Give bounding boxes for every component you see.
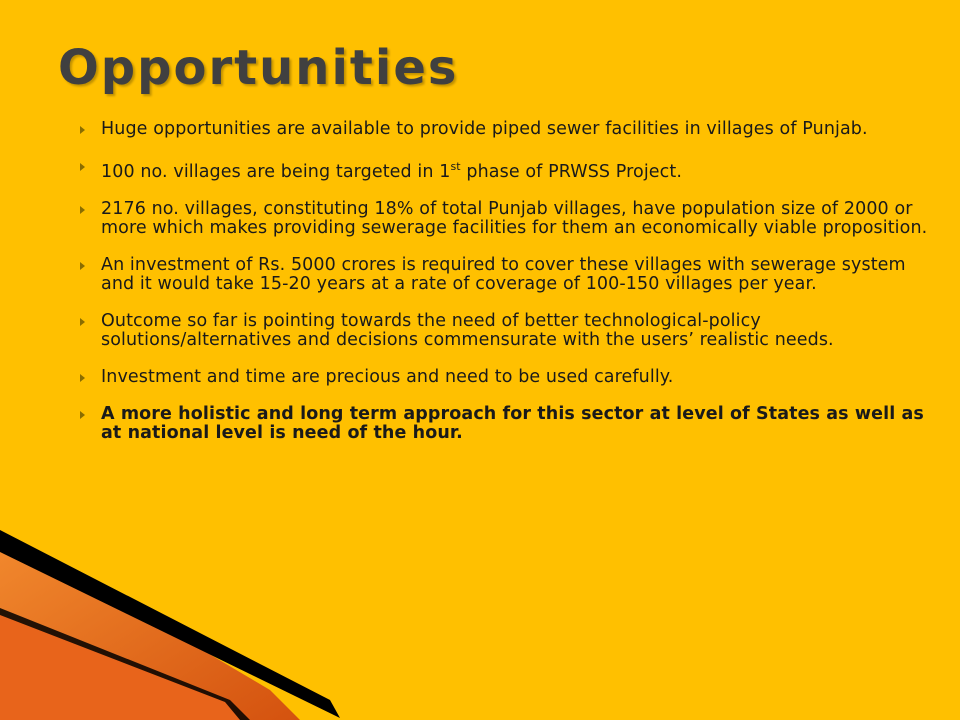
corner-orange-lower [0,615,240,720]
bullet-arrow-icon [80,206,85,214]
bullet-item [78,368,928,387]
bullet-text: A more holistic and long term approach for this sector at level of States as well as at national level is need of the hour. [101,403,924,443]
bullet-arrow-icon [80,163,85,171]
bullet-arrow-icon [80,126,85,134]
bullet-arrow-icon [80,318,85,326]
ordinal-superscript: st [450,160,461,173]
bullet-item [78,312,928,350]
corner-orange-wedge [0,530,300,720]
bullet-item-emphasis [78,405,928,443]
corner-decoration [0,490,340,720]
corner-black-stroke [0,530,340,718]
slide-title: Opportunities [58,40,459,96]
bullet-text: 2176 no. villages, constituting 18% of total Punjab villages, have population size of 2000 or more which makes providing sewerage facilities for them an economically viable proposition. [101,198,928,238]
bullet-text: Outcome so far is pointing towards the need of better technological-policy solutions/alternatives and decisions commensurate with the users’ realistic needs. [101,310,834,350]
bullet-text: Investment and time are precious and need to be used carefully. [101,366,674,387]
bullet-arrow-icon [80,262,85,270]
bullet-arrow-icon [80,411,85,419]
bullet-text: Huge opportunities are available to provide piped sewer facilities in villages of Punjab. [101,119,868,139]
bullet-list [78,120,928,461]
bullet-text: 100 no. villages are being targeted in 1 [101,161,451,182]
bullet-text: An investment of Rs. 5000 crores is required to cover these villages with sewerage system and it would take 15-20 years at a rate of coverage of 100-150 villages per year. [101,254,906,294]
bullet-item [78,200,928,238]
bullet-item [78,157,928,182]
bullet-item [78,256,928,294]
bullet-arrow-icon [80,374,85,382]
corner-black-wedge [0,608,250,720]
bullet-text-continued: phase of PRWSS Project. [460,161,683,182]
bullet-item [78,120,928,139]
